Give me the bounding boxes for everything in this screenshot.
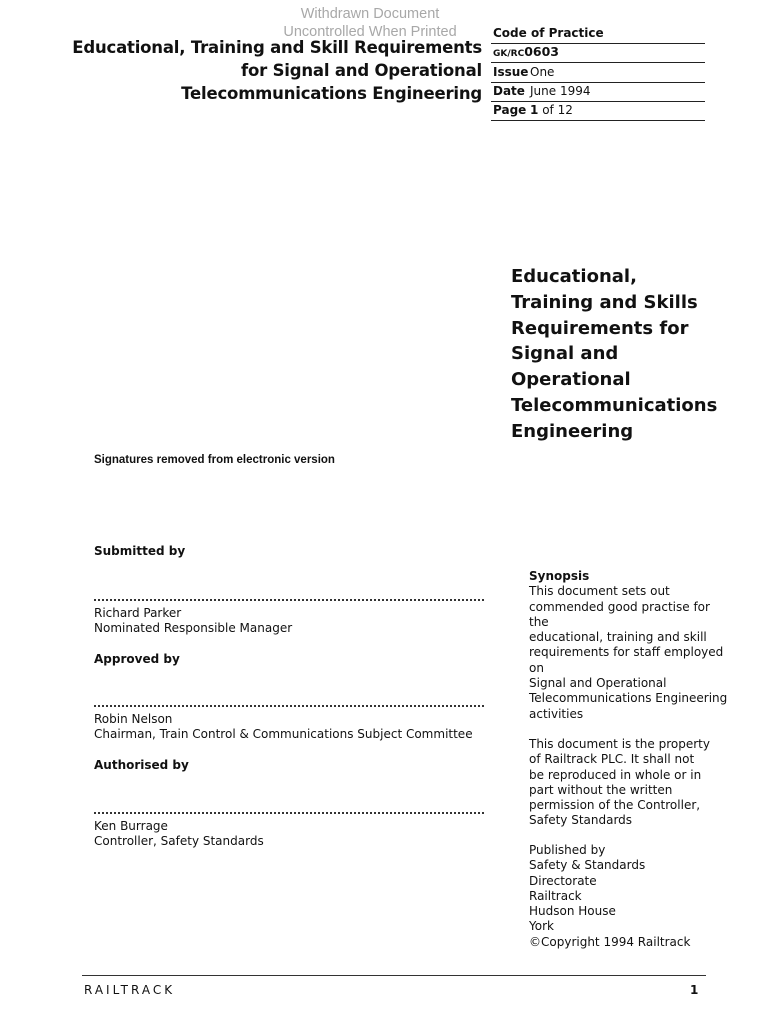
header-title-line: for Signal and Operational xyxy=(241,61,482,80)
doc-number-prefix: GK/RC xyxy=(493,49,525,59)
authorised-by-role: Controller, Safety Standards xyxy=(94,834,264,848)
publisher-line: Directorate xyxy=(529,873,597,888)
doc-number-row xyxy=(491,43,705,63)
footer-rule xyxy=(82,975,706,976)
approved-by-name: Robin Nelson xyxy=(94,712,173,726)
publisher-line: Published by xyxy=(529,843,606,857)
watermark-line-2: Uncontrolled When Printed xyxy=(283,24,457,40)
code-of-practice-row xyxy=(491,24,705,44)
issue-value: One xyxy=(530,65,555,79)
code-of-practice-label: Code of Practice xyxy=(493,26,604,40)
cover-title-line: Telecommunications xyxy=(511,394,718,416)
issue-label: Issue xyxy=(493,65,529,79)
synopsis-line: educational, training and skill xyxy=(529,630,707,645)
cover-title-line: Signal and xyxy=(511,343,619,365)
cover-title-line: Operational xyxy=(511,369,631,391)
synopsis-line: This document sets out xyxy=(529,584,670,599)
synopsis-title: Synopsis xyxy=(529,569,590,583)
property-line: part without the written xyxy=(529,782,673,797)
submitted-by-role: Nominated Responsible Manager xyxy=(94,621,293,635)
cover-title xyxy=(511,264,751,445)
property-line: be reproduced in whole or in xyxy=(529,767,702,782)
property-line: permission of the Controller, xyxy=(529,798,701,813)
property-line: This document is the property xyxy=(529,737,710,751)
publisher-line: York xyxy=(529,919,554,934)
publisher-line: Railtrack xyxy=(529,888,582,903)
footer-brand: RAILTRACK xyxy=(84,983,176,997)
cover-title-line: Requirements for xyxy=(511,317,689,339)
publisher-block xyxy=(529,843,729,950)
synopsis-line: commended good practise for the xyxy=(529,599,710,629)
signature-line xyxy=(94,812,484,814)
header-title-line: Educational, Training and Skill Requirements xyxy=(72,38,482,57)
date-label: Date xyxy=(493,84,525,98)
signature-line xyxy=(94,705,484,707)
synopsis-line: on xyxy=(529,660,544,675)
page-total: of 12 xyxy=(542,103,573,117)
signature-line xyxy=(94,599,484,601)
authorised-by-name: Ken Burrage xyxy=(94,819,168,833)
approved-by-role: Chairman, Train Control & Communications Subject Committee xyxy=(94,727,473,741)
page-current: 1 xyxy=(530,103,539,117)
property-line: of Railtrack PLC. It shall not xyxy=(529,752,695,767)
cover-title-line: Engineering xyxy=(511,420,634,442)
date-row xyxy=(491,82,705,102)
submitted-by-name: Richard Parker xyxy=(94,606,182,620)
page-row xyxy=(491,101,705,121)
issue-row xyxy=(491,63,705,83)
property-notice xyxy=(529,737,729,829)
page-label: Page xyxy=(493,103,527,117)
signature-removed-note: Signatures removed from electronic version xyxy=(94,454,335,466)
date-value: June 1994 xyxy=(530,84,591,98)
header-title-line: Telecommunications Engineering xyxy=(181,84,482,103)
cover-title-line: Training and Skills xyxy=(511,291,698,313)
copyright-line: ©Copyright 1994 Railtrack xyxy=(529,934,691,949)
cover-title-line: Educational, xyxy=(511,266,637,287)
footer-page-number: 1 xyxy=(690,983,699,997)
synopsis-line: activities xyxy=(529,706,584,721)
publisher-line: Safety & Standards xyxy=(529,858,646,873)
doc-number xyxy=(493,44,559,59)
page-value xyxy=(530,103,573,117)
document-header-title xyxy=(42,36,482,105)
watermark-line-1: Withdrawn Document xyxy=(300,6,440,22)
synopsis-line: Telecommunications Engineering xyxy=(529,691,728,706)
authorised-by-label: Authorised by xyxy=(94,758,189,772)
approved-by-label: Approved by xyxy=(94,652,180,666)
submitted-by-label: Submitted by xyxy=(94,544,186,558)
synopsis-line: Signal and Operational xyxy=(529,676,667,691)
synopsis-line: requirements for staff employed xyxy=(529,645,724,660)
publisher-line: Hudson House xyxy=(529,904,616,919)
property-line: Safety Standards xyxy=(529,813,633,828)
synopsis-block xyxy=(529,569,729,722)
doc-number-value: 0603 xyxy=(524,44,559,59)
